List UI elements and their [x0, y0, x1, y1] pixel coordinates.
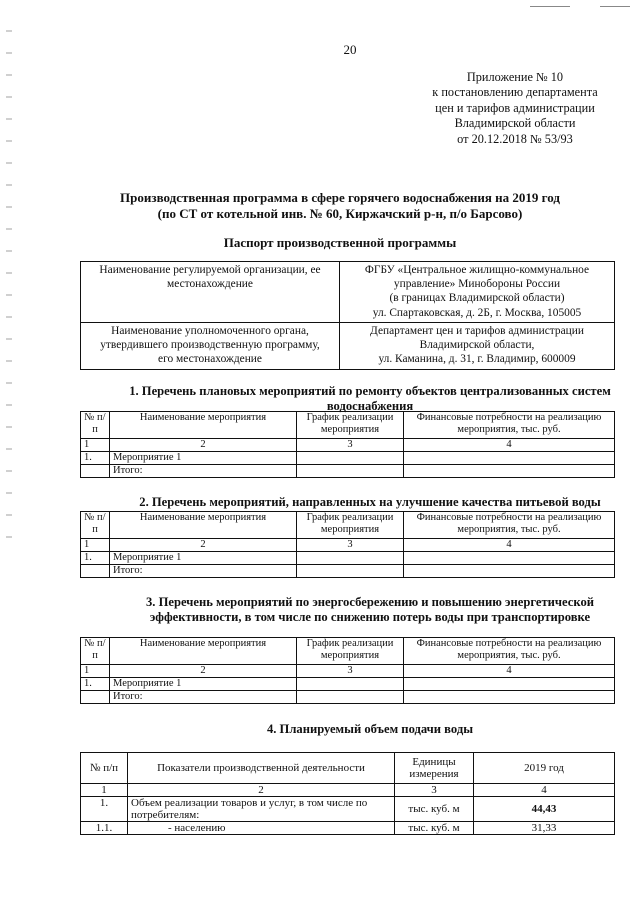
- header-finance: Финансовые потребности на реализацию мероприятия, тыс. руб.: [404, 512, 615, 539]
- col-number: 3: [395, 784, 474, 797]
- row-schedule: [297, 552, 404, 565]
- col-number: 1: [81, 539, 110, 552]
- col-number: 3: [297, 539, 404, 552]
- appendix-line: цен и тарифов администрации: [435, 100, 595, 115]
- text-line: утвердившего производственную программу,: [100, 339, 320, 352]
- total-label: Итого:: [110, 465, 297, 478]
- title-line: эффективности, в том числе по снижению потерь воды при транспортировке: [149, 610, 591, 624]
- header-finance: Финансовые потребности на реализацию мероприятия, тыс. руб.: [404, 412, 615, 439]
- section-2-title: [60, 495, 640, 510]
- row-value: 31,33: [474, 822, 615, 835]
- col-number: 3: [297, 439, 404, 452]
- col-number: 4: [404, 539, 615, 552]
- passport-table: [80, 261, 615, 370]
- row-schedule: [297, 678, 404, 691]
- total-num: [81, 565, 110, 578]
- col-number: 4: [474, 784, 615, 797]
- section-3-table: [80, 637, 615, 704]
- row-num: 1.: [81, 452, 110, 465]
- total-finance: [404, 691, 615, 704]
- row-finance: [404, 552, 615, 565]
- passport-org-value: [340, 262, 615, 323]
- header-name: Наименование мероприятия: [110, 512, 297, 539]
- total-schedule: [297, 565, 404, 578]
- text-line: Владимирской области,: [419, 339, 535, 352]
- col-number: 4: [404, 439, 615, 452]
- title-line: (по СТ от котельной инв. № 60, Киржачский р-н, п/о Барсово): [157, 205, 523, 221]
- header-schedule: График реализации мероприятия: [297, 638, 404, 665]
- row-num: 1.: [81, 797, 128, 822]
- total-finance: [404, 465, 615, 478]
- section-3-title: [60, 595, 640, 625]
- passport-title: Паспорт производственной программы: [223, 235, 457, 250]
- total-finance: [404, 565, 615, 578]
- header-name: Наименование мероприятия: [110, 638, 297, 665]
- title-line: 2. Перечень мероприятий, направленных на улучшение качества питьевой воды: [139, 495, 601, 509]
- row-num: 1.: [81, 552, 110, 565]
- col-number: 1: [81, 439, 110, 452]
- row-unit: тыс. куб. м: [395, 822, 474, 835]
- header-schedule: График реализации мероприятия: [297, 412, 404, 439]
- row-value: 44,43: [474, 797, 615, 822]
- header-num: № п/п: [81, 412, 110, 439]
- row-schedule: [297, 452, 404, 465]
- col-number: 1: [81, 784, 128, 797]
- text-line: управление» Минобороны России: [393, 278, 561, 291]
- text-line: ФГБУ «Центральное жилищно-коммунальное: [364, 264, 590, 276]
- text-line: (в границах Владимирской области): [389, 292, 565, 305]
- appendix-line: от 20.12.2018 № 53/93: [457, 131, 573, 146]
- header-unit: Единицы измерения: [395, 753, 474, 784]
- scan-margin-marks: [6, 30, 12, 550]
- appendix-line: Владимирской области: [454, 116, 576, 131]
- text-line: Наименование уполномоченного органа,: [111, 325, 309, 337]
- row-finance: [404, 452, 615, 465]
- text-line: ул. Каманина, д. 31, г. Владимир, 600009: [378, 353, 576, 366]
- section-1-title: [60, 384, 640, 414]
- row-name: Мероприятие 1: [110, 678, 297, 691]
- total-schedule: [297, 691, 404, 704]
- section-2-table: [80, 511, 615, 578]
- row-unit: тыс. куб. м: [395, 797, 474, 822]
- appendix-block: [415, 70, 615, 147]
- col-number: 2: [110, 665, 297, 678]
- row-indicator: Объем реализации товаров и услуг, в том числе по потребителям:: [128, 797, 395, 822]
- header-num: № п/п: [81, 638, 110, 665]
- section-1-table: [80, 411, 615, 478]
- total-num: [81, 465, 110, 478]
- col-number: 2: [110, 439, 297, 452]
- row-finance: [404, 678, 615, 691]
- header-schedule: График реализации мероприятия: [297, 512, 404, 539]
- col-number: 2: [128, 784, 395, 797]
- text-line: его местонахождение: [158, 353, 262, 366]
- page-number: 20: [343, 42, 357, 57]
- passport-authority-label: [81, 323, 340, 370]
- row-indicator: - населению: [128, 822, 395, 835]
- total-schedule: [297, 465, 404, 478]
- col-number: 1: [81, 665, 110, 678]
- passport-authority-value: [340, 323, 615, 370]
- row-name: Мероприятие 1: [110, 552, 297, 565]
- total-num: [81, 691, 110, 704]
- col-number: 2: [110, 539, 297, 552]
- row-name: Мероприятие 1: [110, 452, 297, 465]
- title-line: Производственная программа в сфере горячего водоснабжения на 2019 год: [120, 190, 560, 205]
- title-line: 3. Перечень мероприятий по энергосбережению и повышению энергетической: [146, 595, 594, 609]
- header-finance: Финансовые потребности на реализацию мероприятия, тыс. руб.: [404, 638, 615, 665]
- col-number: 4: [404, 665, 615, 678]
- col-number: 3: [297, 665, 404, 678]
- row-num: 1.: [81, 678, 110, 691]
- section-4-title: 4. Планируемый объем подачи воды: [266, 722, 474, 736]
- total-label: Итого:: [110, 565, 297, 578]
- text-line: Департамент цен и тарифов администрации: [370, 325, 584, 337]
- row-num: 1.1.: [81, 822, 128, 835]
- passport-org-label: Наименование регулируемой организации, ее местонахождение: [81, 262, 340, 323]
- title-line: водоснабжения: [326, 399, 414, 413]
- header-year: 2019 год: [474, 753, 615, 784]
- document-title: [60, 190, 620, 221]
- text-line: ул. Спартаковская, д. 2Б, г. Москва, 105005: [372, 306, 582, 319]
- section-4-table: [80, 752, 615, 835]
- appendix-line: Приложение № 10: [466, 70, 564, 84]
- header-name: Наименование мероприятия: [110, 412, 297, 439]
- title-line: 1. Перечень плановых мероприятий по ремонту объектов централизованных систем: [129, 384, 611, 398]
- header-indicator: Показатели производственной деятельности: [128, 753, 395, 784]
- header-num: № п/п: [81, 753, 128, 784]
- appendix-line: к постановлению департамента: [432, 85, 598, 100]
- header-num: № п/п: [81, 512, 110, 539]
- total-label: Итого:: [110, 691, 297, 704]
